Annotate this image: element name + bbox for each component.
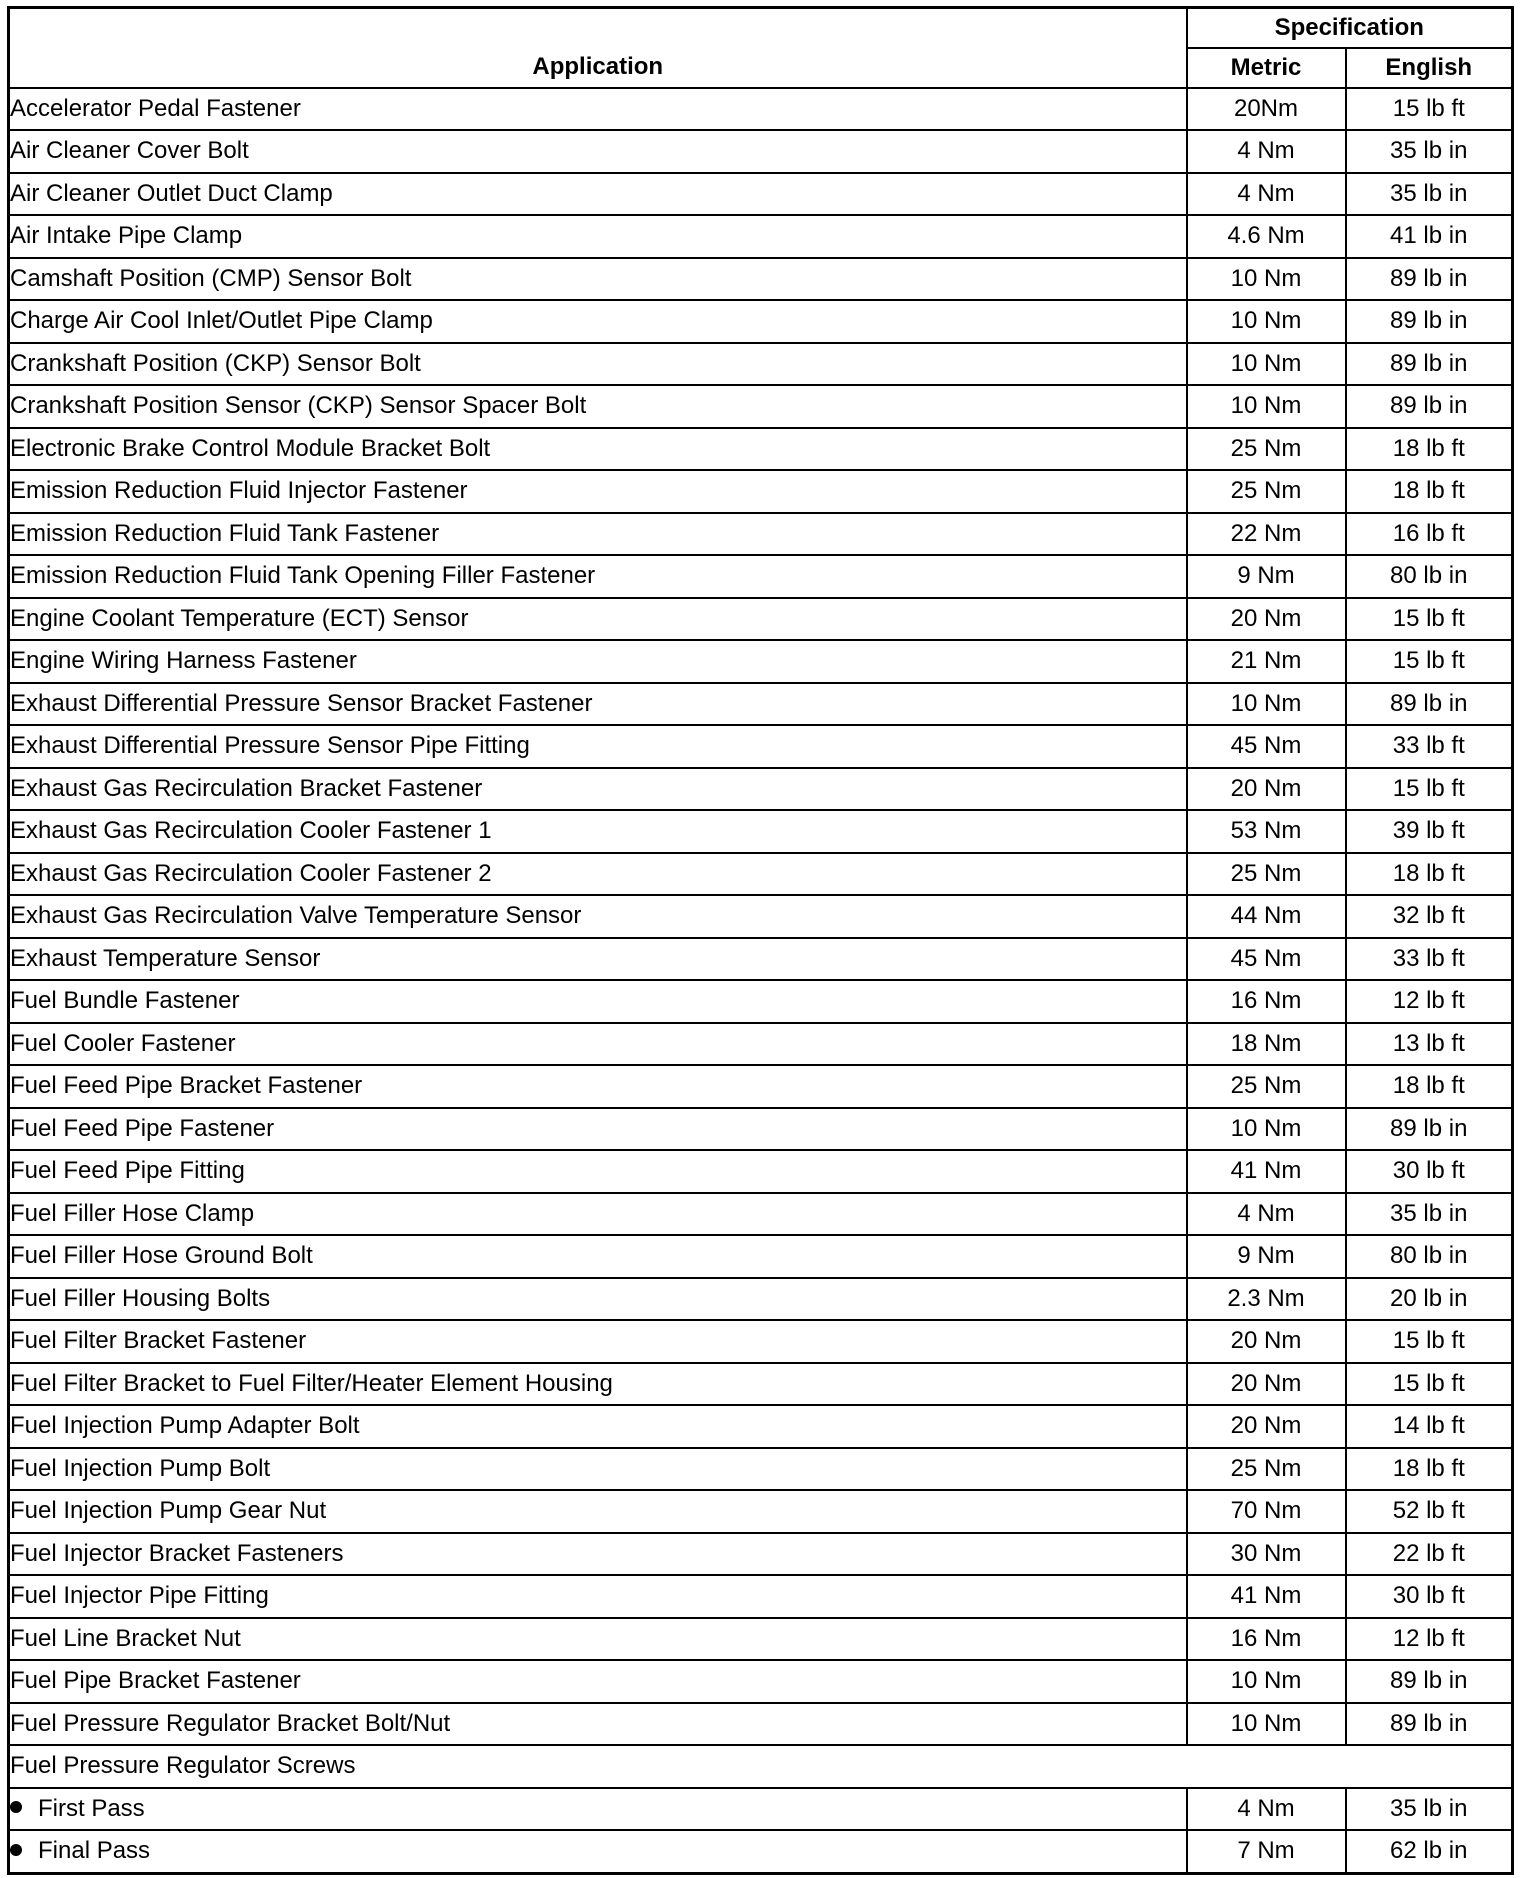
application-cell: Charge Air Cool Inlet/Outlet Pipe Clamp <box>9 300 1187 343</box>
application-cell: Fuel Feed Pipe Bracket Fastener <box>9 1065 1187 1108</box>
header-application: Application <box>9 8 1187 88</box>
application-cell: Air Cleaner Outlet Duct Clamp <box>9 173 1187 216</box>
english-cell: 39 lb ft <box>1346 810 1513 853</box>
metric-cell: 41 Nm <box>1187 1150 1346 1193</box>
table-row <box>9 1278 1513 1321</box>
application-cell: Exhaust Differential Pressure Sensor Bracket Fastener <box>9 683 1187 726</box>
metric-cell: 70 Nm <box>1187 1490 1346 1533</box>
application-cell: Fuel Injector Bracket Fasteners <box>9 1533 1187 1576</box>
header-specification: Specification <box>1187 8 1513 48</box>
table-row <box>9 1193 1513 1236</box>
metric-cell: 4 Nm <box>1187 1788 1346 1831</box>
table-row <box>9 88 1513 131</box>
table-row <box>9 640 1513 683</box>
english-cell: 52 lb ft <box>1346 1490 1513 1533</box>
english-cell: 15 lb ft <box>1346 88 1513 131</box>
table-row <box>9 1150 1513 1193</box>
metric-cell: 44 Nm <box>1187 895 1346 938</box>
table-row <box>9 1108 1513 1151</box>
english-cell: 15 lb ft <box>1346 640 1513 683</box>
english-cell: 15 lb ft <box>1346 598 1513 641</box>
metric-cell: 20 Nm <box>1187 598 1346 641</box>
application-cell: Fuel Feed Pipe Fastener <box>9 1108 1187 1151</box>
metric-cell: 7 Nm <box>1187 1830 1346 1873</box>
metric-cell: 25 Nm <box>1187 428 1346 471</box>
application-cell: Fuel Injection Pump Bolt <box>9 1448 1187 1491</box>
metric-cell: 45 Nm <box>1187 725 1346 768</box>
torque-spec-table <box>7 6 1514 1875</box>
english-cell: 35 lb in <box>1346 1788 1513 1831</box>
metric-cell: 20Nm <box>1187 88 1346 131</box>
table-row <box>9 470 1513 513</box>
table-row <box>9 853 1513 896</box>
english-cell: 30 lb ft <box>1346 1575 1513 1618</box>
metric-cell: 20 Nm <box>1187 1405 1346 1448</box>
english-cell: 89 lb in <box>1346 343 1513 386</box>
metric-cell: 10 Nm <box>1187 385 1346 428</box>
table-row <box>9 1618 1513 1661</box>
table-row <box>9 130 1513 173</box>
application-cell: Fuel Pressure Regulator Bracket Bolt/Nut <box>9 1703 1187 1746</box>
english-cell: 18 lb ft <box>1346 428 1513 471</box>
table-row <box>9 980 1513 1023</box>
application-cell: Exhaust Gas Recirculation Cooler Fastener 2 <box>9 853 1187 896</box>
metric-cell: 4 Nm <box>1187 173 1346 216</box>
application-cell: Exhaust Temperature Sensor <box>9 938 1187 981</box>
english-cell: 62 lb in <box>1346 1830 1513 1873</box>
english-cell: 14 lb ft <box>1346 1405 1513 1448</box>
application-cell: Fuel Feed Pipe Fitting <box>9 1150 1187 1193</box>
metric-cell: 2.3 Nm <box>1187 1278 1346 1321</box>
table-row <box>9 215 1513 258</box>
table-row <box>9 1405 1513 1448</box>
application-cell: Fuel Pipe Bracket Fastener <box>9 1660 1187 1703</box>
application-cell: Emission Reduction Fluid Tank Opening Filler Fastener <box>9 555 1187 598</box>
metric-cell: 10 Nm <box>1187 258 1346 301</box>
table-row <box>9 513 1513 556</box>
metric-cell: 25 Nm <box>1187 1448 1346 1491</box>
english-cell: 33 lb ft <box>1346 725 1513 768</box>
application-cell: Fuel Filler Housing Bolts <box>9 1278 1187 1321</box>
english-cell: 18 lb ft <box>1346 1065 1513 1108</box>
table-row <box>9 810 1513 853</box>
metric-cell: 9 Nm <box>1187 1235 1346 1278</box>
english-cell: 32 lb ft <box>1346 895 1513 938</box>
english-cell: 12 lb ft <box>1346 980 1513 1023</box>
metric-cell: 20 Nm <box>1187 1320 1346 1363</box>
english-cell: 13 lb ft <box>1346 1023 1513 1066</box>
metric-cell: 10 Nm <box>1187 300 1346 343</box>
application-cell: Exhaust Gas Recirculation Bracket Fastener <box>9 768 1187 811</box>
table-row <box>9 555 1513 598</box>
application-cell: Crankshaft Position (CKP) Sensor Bolt <box>9 343 1187 386</box>
english-cell: 16 lb ft <box>1346 513 1513 556</box>
english-cell: 12 lb ft <box>1346 1618 1513 1661</box>
table-row <box>9 1788 1513 1831</box>
table-row <box>9 1448 1513 1491</box>
table-row <box>9 683 1513 726</box>
english-cell: 89 lb in <box>1346 1108 1513 1151</box>
application-cell: Electronic Brake Control Module Bracket Bolt <box>9 428 1187 471</box>
table-row <box>9 1490 1513 1533</box>
application-cell: Exhaust Gas Recirculation Valve Temperature Sensor <box>9 895 1187 938</box>
table-row <box>9 1575 1513 1618</box>
english-cell: 35 lb in <box>1346 1193 1513 1236</box>
metric-cell: 10 Nm <box>1187 343 1346 386</box>
metric-cell: 21 Nm <box>1187 640 1346 683</box>
english-cell: 89 lb in <box>1346 385 1513 428</box>
table-row <box>9 1065 1513 1108</box>
english-cell: 18 lb ft <box>1346 853 1513 896</box>
table-row <box>9 258 1513 301</box>
metric-cell: 4.6 Nm <box>1187 215 1346 258</box>
metric-cell: 20 Nm <box>1187 1363 1346 1406</box>
application-cell: Exhaust Gas Recirculation Cooler Fastener 1 <box>9 810 1187 853</box>
metric-cell: 16 Nm <box>1187 1618 1346 1661</box>
application-cell: Fuel Bundle Fastener <box>9 980 1187 1023</box>
application-cell: Fuel Filler Hose Ground Bolt <box>9 1235 1187 1278</box>
english-cell: 89 lb in <box>1346 1660 1513 1703</box>
table-row <box>9 385 1513 428</box>
table-row <box>9 428 1513 471</box>
metric-cell: 4 Nm <box>1187 130 1346 173</box>
metric-cell: 9 Nm <box>1187 555 1346 598</box>
group-row <box>9 1745 1513 1788</box>
application-cell: Exhaust Differential Pressure Sensor Pipe Fitting <box>9 725 1187 768</box>
english-cell: 20 lb in <box>1346 1278 1513 1321</box>
application-cell: Camshaft Position (CMP) Sensor Bolt <box>9 258 1187 301</box>
sub-application-cell: Final Pass <box>9 1830 1187 1873</box>
english-cell: 89 lb in <box>1346 683 1513 726</box>
english-cell: 35 lb in <box>1346 130 1513 173</box>
application-cell: Emission Reduction Fluid Tank Fastener <box>9 513 1187 556</box>
english-cell: 35 lb in <box>1346 173 1513 216</box>
table-row <box>9 1235 1513 1278</box>
metric-cell: 10 Nm <box>1187 1703 1346 1746</box>
english-cell: 89 lb in <box>1346 1703 1513 1746</box>
metric-cell: 25 Nm <box>1187 853 1346 896</box>
table-row <box>9 768 1513 811</box>
metric-cell: 16 Nm <box>1187 980 1346 1023</box>
application-cell: Fuel Filler Hose Clamp <box>9 1193 1187 1236</box>
table-body <box>9 88 1513 1874</box>
table-row <box>9 1023 1513 1066</box>
english-cell: 18 lb ft <box>1346 470 1513 513</box>
group-application-cell: Fuel Pressure Regulator Screws <box>9 1745 1513 1788</box>
english-cell: 22 lb ft <box>1346 1533 1513 1576</box>
sub-application-cell: First Pass <box>9 1788 1187 1831</box>
application-cell: Air Intake Pipe Clamp <box>9 215 1187 258</box>
table-row <box>9 598 1513 641</box>
english-cell: 15 lb ft <box>1346 1320 1513 1363</box>
application-cell: Fuel Injection Pump Gear Nut <box>9 1490 1187 1533</box>
metric-cell: 30 Nm <box>1187 1533 1346 1576</box>
application-cell: Engine Wiring Harness Fastener <box>9 640 1187 683</box>
english-cell: 41 lb in <box>1346 215 1513 258</box>
application-cell: Fuel Filter Bracket Fastener <box>9 1320 1187 1363</box>
application-cell: Accelerator Pedal Fastener <box>9 88 1187 131</box>
table-row <box>9 1660 1513 1703</box>
application-cell: Crankshaft Position Sensor (CKP) Sensor Spacer Bolt <box>9 385 1187 428</box>
header-metric: Metric <box>1187 48 1346 88</box>
english-cell: 33 lb ft <box>1346 938 1513 981</box>
english-cell: 30 lb ft <box>1346 1150 1513 1193</box>
table-row <box>9 1703 1513 1746</box>
bullet-icon <box>10 1844 22 1856</box>
application-cell: Air Cleaner Cover Bolt <box>9 130 1187 173</box>
application-cell: Fuel Filter Bracket to Fuel Filter/Heater Element Housing <box>9 1363 1187 1406</box>
table-row <box>9 1830 1513 1873</box>
english-cell: 15 lb ft <box>1346 768 1513 811</box>
metric-cell: 10 Nm <box>1187 1108 1346 1151</box>
application-cell: Fuel Cooler Fastener <box>9 1023 1187 1066</box>
table-row <box>9 300 1513 343</box>
metric-cell: 18 Nm <box>1187 1023 1346 1066</box>
english-cell: 89 lb in <box>1346 300 1513 343</box>
table-row <box>9 938 1513 981</box>
table-row <box>9 1363 1513 1406</box>
metric-cell: 41 Nm <box>1187 1575 1346 1618</box>
application-cell: Engine Coolant Temperature (ECT) Sensor <box>9 598 1187 641</box>
metric-cell: 25 Nm <box>1187 1065 1346 1108</box>
metric-cell: 10 Nm <box>1187 683 1346 726</box>
table-row <box>9 1320 1513 1363</box>
english-cell: 89 lb in <box>1346 258 1513 301</box>
english-cell: 80 lb in <box>1346 1235 1513 1278</box>
table-row <box>9 1533 1513 1576</box>
table-row <box>9 173 1513 216</box>
table-row <box>9 895 1513 938</box>
application-cell: Fuel Injection Pump Adapter Bolt <box>9 1405 1187 1448</box>
application-cell: Fuel Line Bracket Nut <box>9 1618 1187 1661</box>
metric-cell: 4 Nm <box>1187 1193 1346 1236</box>
application-cell: Fuel Injector Pipe Fitting <box>9 1575 1187 1618</box>
table-row <box>9 343 1513 386</box>
english-cell: 18 lb ft <box>1346 1448 1513 1491</box>
metric-cell: 10 Nm <box>1187 1660 1346 1703</box>
metric-cell: 45 Nm <box>1187 938 1346 981</box>
header-english: English <box>1346 48 1513 88</box>
english-cell: 80 lb in <box>1346 555 1513 598</box>
metric-cell: 25 Nm <box>1187 470 1346 513</box>
english-cell: 15 lb ft <box>1346 1363 1513 1406</box>
metric-cell: 53 Nm <box>1187 810 1346 853</box>
metric-cell: 20 Nm <box>1187 768 1346 811</box>
metric-cell: 22 Nm <box>1187 513 1346 556</box>
application-cell: Emission Reduction Fluid Injector Fastener <box>9 470 1187 513</box>
bullet-icon <box>10 1801 22 1813</box>
table-row <box>9 725 1513 768</box>
